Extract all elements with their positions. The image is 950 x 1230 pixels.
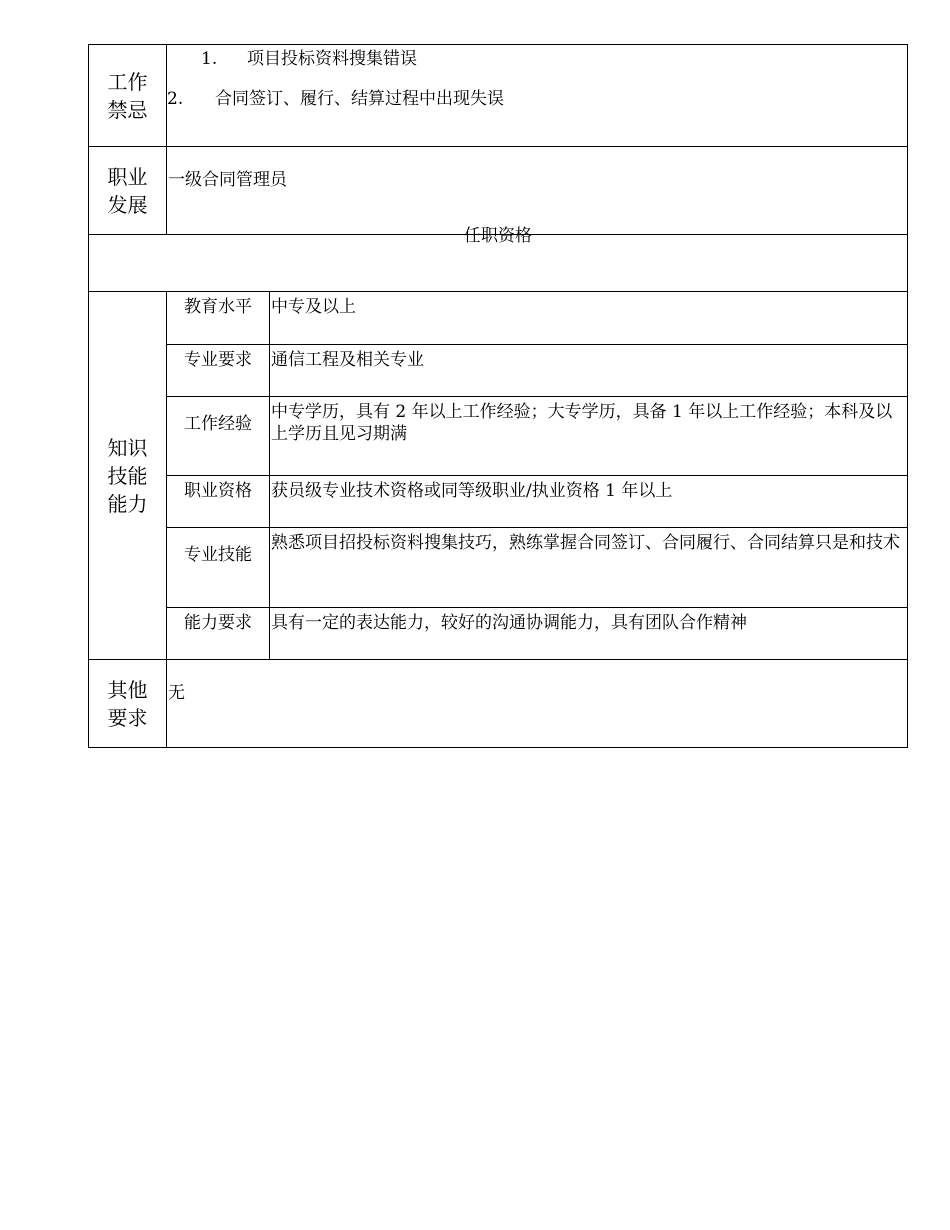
qualifications-banner-text: 任职资格 — [464, 226, 532, 246]
ability-label: 能力要求 — [167, 608, 270, 660]
skills-value: 熟悉项目招投标资料搜集技巧，熟练掌握合同签订、合同履行、合同结算只是和技术 — [270, 528, 908, 608]
career-value: 一级合同管理员 — [167, 147, 908, 235]
knowledge-row-5 — [89, 528, 908, 608]
prohibitions-label — [89, 45, 167, 147]
qualifications-banner-row — [89, 235, 908, 292]
qualifications-banner — [89, 226, 908, 292]
skills-label: 专业技能 — [167, 528, 270, 608]
career-label-line-1: 职业 — [107, 164, 148, 189]
prohibitions-label-line-1: 工作 — [107, 69, 148, 94]
other-label-line-1: 其他 — [107, 677, 148, 702]
career-label-line-2: 发展 — [107, 192, 148, 217]
knowledge-row-6 — [89, 608, 908, 660]
knowledge-row-3 — [89, 397, 908, 476]
knowledge-row-2 — [89, 345, 908, 397]
education-value: 中专及以上 — [270, 292, 908, 345]
other-label-line-2: 要求 — [107, 705, 148, 730]
prohibition-item-1-number: 1. — [201, 49, 218, 69]
prohibition-item-1-text: 项目投标资料搜集错误 — [247, 49, 417, 69]
knowledge-label — [89, 292, 167, 660]
experience-label: 工作经验 — [167, 397, 270, 476]
major-label: 专业要求 — [167, 345, 270, 397]
knowledge-label-line-1: 知识 — [107, 435, 148, 460]
prohibitions-content — [167, 45, 908, 147]
job-description-table — [88, 44, 908, 748]
certification-value: 获员级专业技术资格或同等级职业/执业资格 1 年以上 — [270, 476, 908, 528]
career-row — [89, 147, 908, 235]
education-label: 教育水平 — [167, 292, 270, 345]
knowledge-label-line-3: 能力 — [107, 491, 148, 516]
other-label — [89, 660, 167, 748]
knowledge-row-1 — [89, 292, 908, 345]
prohibitions-label-line-2: 禁忌 — [107, 97, 148, 122]
career-label — [89, 147, 167, 235]
prohibitions-row — [89, 45, 908, 147]
prohibition-item-2-number: 2. — [167, 89, 184, 109]
prohibition-item-1 — [167, 48, 907, 70]
ability-value: 具有一定的表达能力，较好的沟通协调能力，具有团队合作精神 — [270, 608, 908, 660]
certification-label: 职业资格 — [167, 476, 270, 528]
experience-value: 中专学历，具有 2 年以上工作经验；大专学历，具备 1 年以上工作经验；本科及以上学历且见习期满 — [270, 397, 908, 476]
knowledge-label-line-2: 技能 — [107, 463, 148, 488]
prohibition-item-2-text: 合同签订、履行、结算过程中出现失误 — [215, 89, 504, 109]
other-value: 无 — [167, 660, 908, 748]
major-value: 通信工程及相关专业 — [270, 345, 908, 397]
knowledge-row-4 — [89, 476, 908, 528]
prohibition-item-2 — [167, 88, 907, 110]
other-row — [89, 660, 908, 748]
